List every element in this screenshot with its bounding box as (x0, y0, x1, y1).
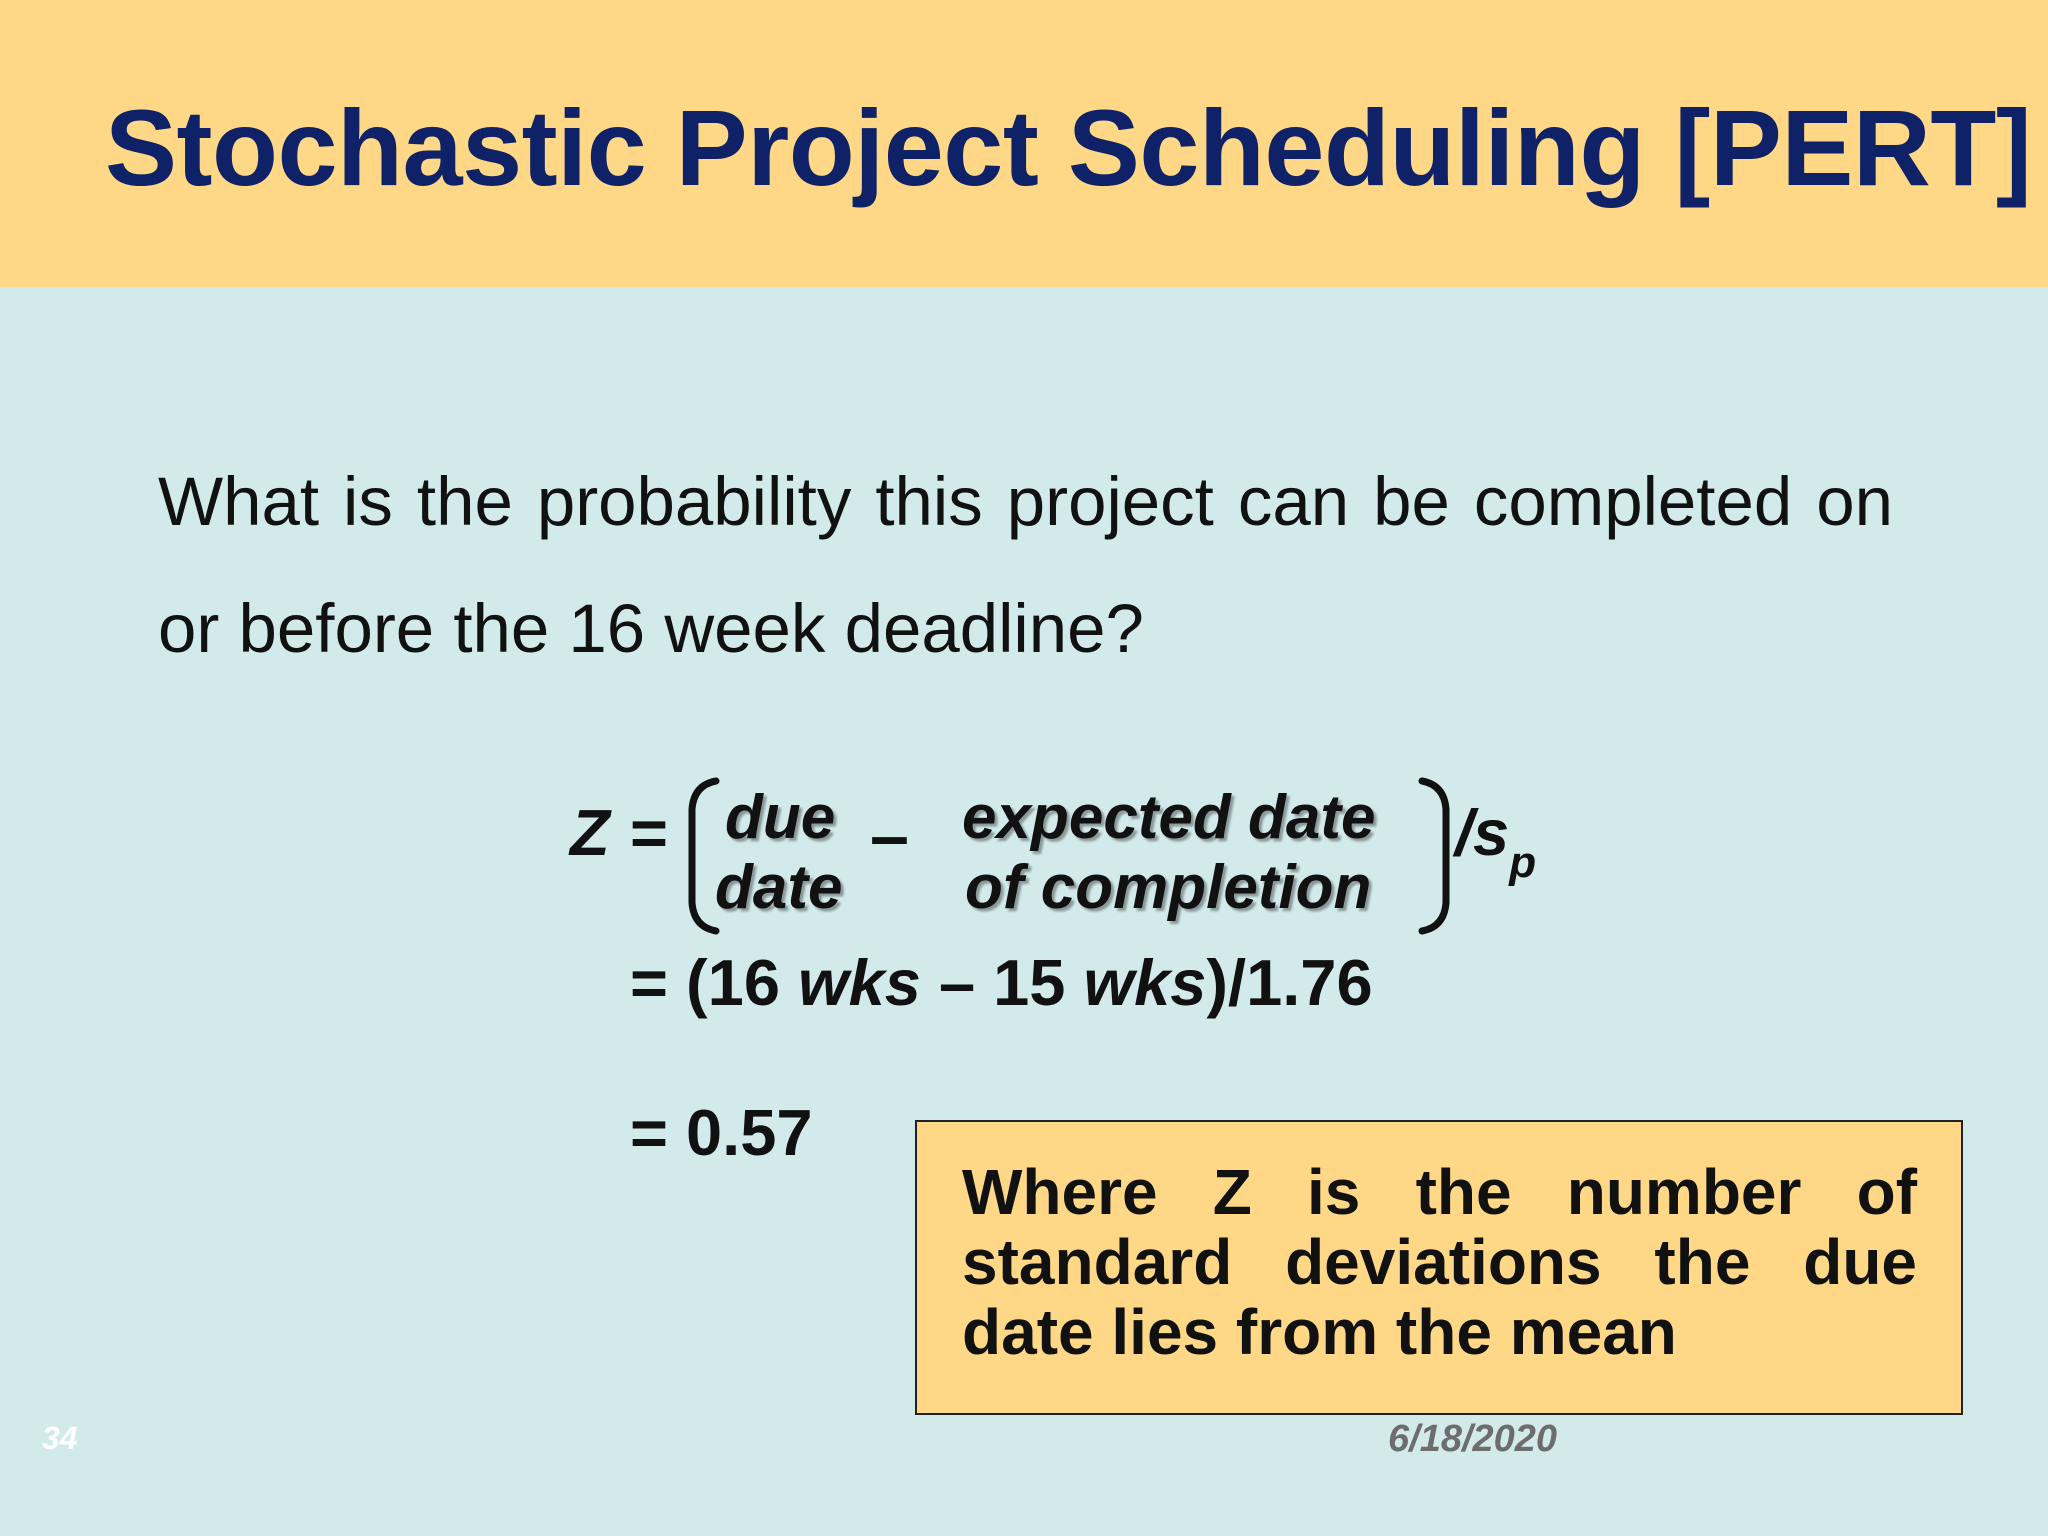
slide-date: 6/18/2020 (1388, 1418, 1558, 1460)
due-term-line2: date (715, 853, 843, 922)
step-unit-b: wks (1083, 946, 1207, 1019)
left-bracket (680, 775, 720, 937)
slide-title: Stochastic Project Scheduling [PERT] (105, 87, 2032, 208)
result-value: = 0.57 (630, 1096, 813, 1169)
due-term-line1: due (725, 783, 836, 852)
expected-term-line1: expected date (962, 783, 1376, 852)
title-banner (0, 0, 2048, 287)
minus-sign: – (870, 796, 909, 874)
step-prefix: = (16 (630, 946, 799, 1019)
step-middle: – 15 (920, 946, 1084, 1019)
divide-sigma (1455, 795, 1537, 887)
slide-number: 34 (42, 1420, 78, 1456)
equals-sign: = (630, 796, 668, 869)
sigma-subscript: p (1509, 838, 1537, 887)
note-text: Where Z is the number of standard deviations the due date lies from the mean (962, 1156, 1917, 1368)
divide-sigma-symbol: /s (1455, 796, 1510, 869)
right-bracket (1418, 775, 1458, 937)
calculation-step (630, 945, 1373, 1020)
question-text: What is the probability this project can be completed on or before the 16 week deadline? (158, 463, 1893, 667)
z-variable: Z (570, 796, 610, 869)
expected-term-line2: of completion (965, 853, 1372, 922)
step-suffix: )/1.76 (1206, 946, 1373, 1019)
note-box (915, 1120, 1963, 1415)
step-unit-a: wks (798, 946, 921, 1019)
